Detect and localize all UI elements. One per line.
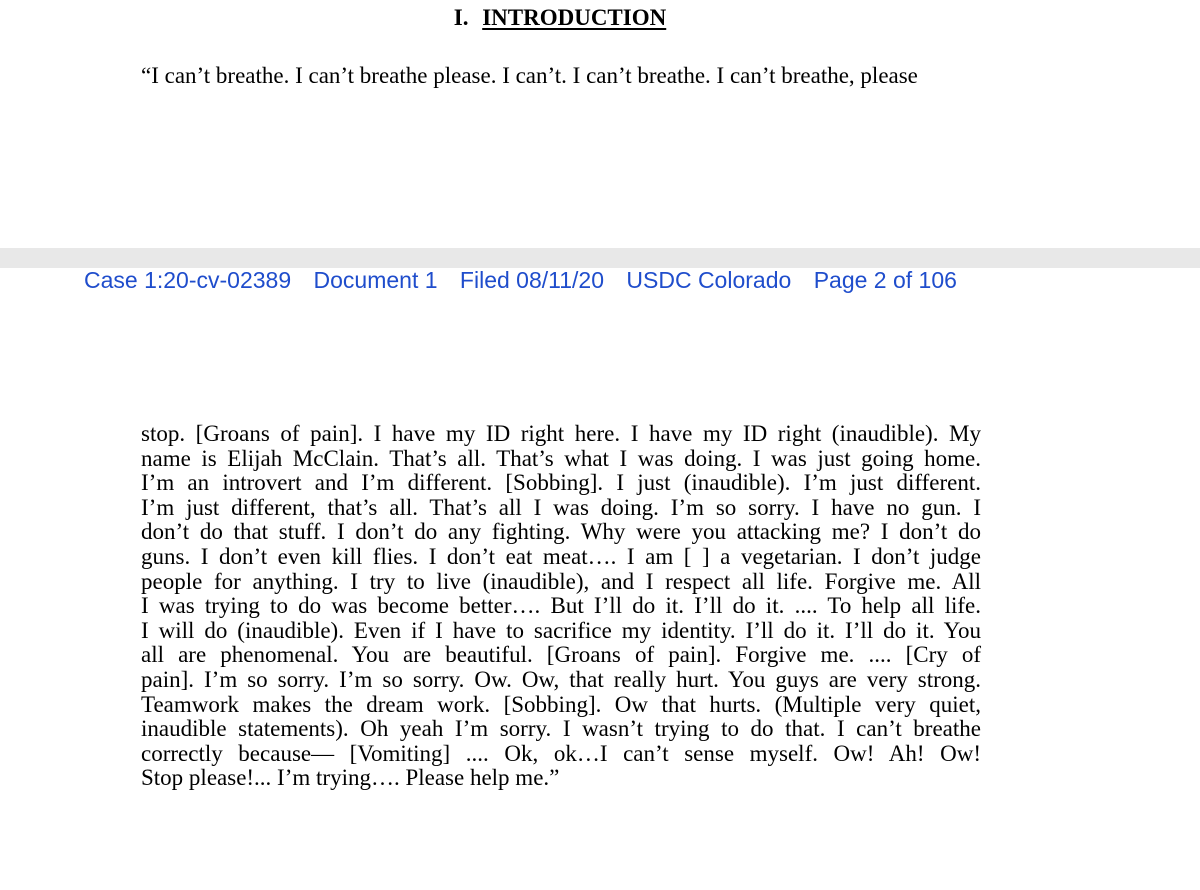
body-line: I will do (inaudible). Even if I have to sacrifice my identity. I’ll do it. I’ll do it. You bbox=[141, 617, 981, 643]
previous-page-bottom bbox=[0, 0, 1200, 248]
court-name: USDC Colorado bbox=[626, 267, 792, 293]
body-line: Stop please!... I’m trying…. Please help me.” bbox=[141, 765, 560, 791]
body-line: inaudible statements). Oh yeah I’m sorry. I wasn’t trying to do that. I can’t breathe bbox=[141, 716, 981, 742]
body-line: all are phenomenal. You are beautiful. [Groans of pain]. Forgive me. .... [Cry of bbox=[141, 642, 981, 668]
body-line: pain]. I’m so sorry. I’m so sorry. Ow. Ow, that really hurt. You guys are very strong. bbox=[141, 666, 981, 692]
body-line: correctly because— [Vomiting] .... Ok, ok…I can’t sense myself. Ow! Ah! Ow! bbox=[141, 740, 981, 766]
case-header-stamp bbox=[84, 265, 973, 295]
body-line: don’t do that stuff. I don’t do any fighting. Why were you attacking me? I don’t do bbox=[141, 519, 981, 545]
body-line: people for anything. I try to live (inaudible), and I respect all life. Forgive me. All bbox=[141, 568, 981, 594]
opening-quote-line: “I can’t breathe. I can’t breathe please. I can’t. I can’t breathe. I can’t breathe, please bbox=[141, 63, 918, 88]
section-number: I. bbox=[453, 5, 469, 30]
document-number: Document 1 bbox=[313, 267, 438, 293]
body-line: guns. I don’t even kill flies. I don’t eat meat…. I am [ ] a vegetarian. I don’t judge bbox=[141, 543, 981, 569]
page-indicator: Page 2 of 106 bbox=[813, 267, 957, 293]
filed-date: Filed 08/11/20 bbox=[459, 267, 604, 293]
section-heading bbox=[0, 4, 1120, 32]
body-line: name is Elijah McClain. That’s all. That’s what I was doing. I was just going home. bbox=[141, 445, 981, 471]
body-line: I’m an introvert and I’m different. [Sobbing]. I just (inaudible). I’m just different. bbox=[141, 470, 981, 496]
case-number: Case 1:20-cv-02389 bbox=[84, 267, 292, 293]
section-title: INTRODUCTION bbox=[482, 5, 667, 30]
body-line: I’m just different, that’s all. That’s all I was doing. I’m so sorry. I have no gun. I bbox=[141, 494, 981, 520]
body-line: stop. [Groans of pain]. I have my ID right here. I have my ID right (inaudible). My bbox=[141, 421, 981, 446]
quote-body bbox=[141, 422, 981, 791]
body-line: Teamwork makes the dream work. [Sobbing]. Ow that hurts. (Multiple very quiet, bbox=[141, 691, 981, 717]
body-line: I was trying to do was become better…. But I’ll do it. I’ll do it. .... To help all life. bbox=[141, 593, 981, 619]
